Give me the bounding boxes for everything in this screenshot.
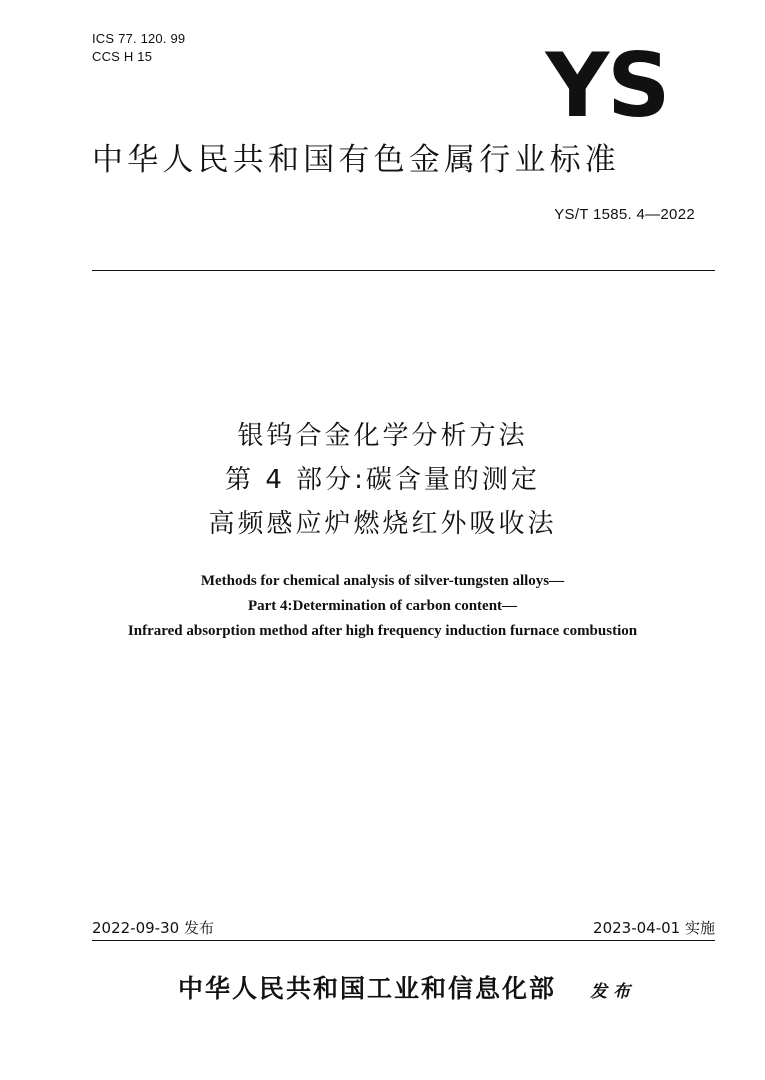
footer-divider xyxy=(92,940,715,941)
ccs-code: CCS H 15 xyxy=(92,49,153,64)
organization-title: 中华人民共和国有色金属行业标准 xyxy=(92,142,620,178)
ics-code: ICS 77. 120. 99 xyxy=(92,31,186,46)
chinese-title-line3: 高频感应炉燃烧红外吸收法 xyxy=(208,509,557,539)
chinese-title-line2: 第 4 部分:碳含量的测定 xyxy=(225,465,540,495)
english-title-line3: Infrared absorption method after high frequency induction furnace combustion xyxy=(127,623,638,639)
classification-codes xyxy=(92,30,185,66)
publish-label: 发布 xyxy=(590,982,636,1002)
english-title-line1: Methods for chemical analysis of silver-tungsten alloys— xyxy=(200,573,565,589)
standard-number: YS/T 1585. 4—2022 xyxy=(554,206,695,223)
chinese-title-line1: 银钨合金化学分析方法 xyxy=(237,421,528,451)
english-title-line2: Part 4:Determination of carbon content— xyxy=(247,598,518,614)
header-divider xyxy=(92,270,715,271)
issue-date: 2022-09-30 发布 xyxy=(92,919,214,937)
publisher: 中华人民共和国工业和信息化部 xyxy=(178,974,557,1003)
implement-date: 2023-04-01 实施 xyxy=(593,919,715,937)
ys-logo xyxy=(522,44,692,122)
ys-logo-text: YS xyxy=(545,44,669,122)
